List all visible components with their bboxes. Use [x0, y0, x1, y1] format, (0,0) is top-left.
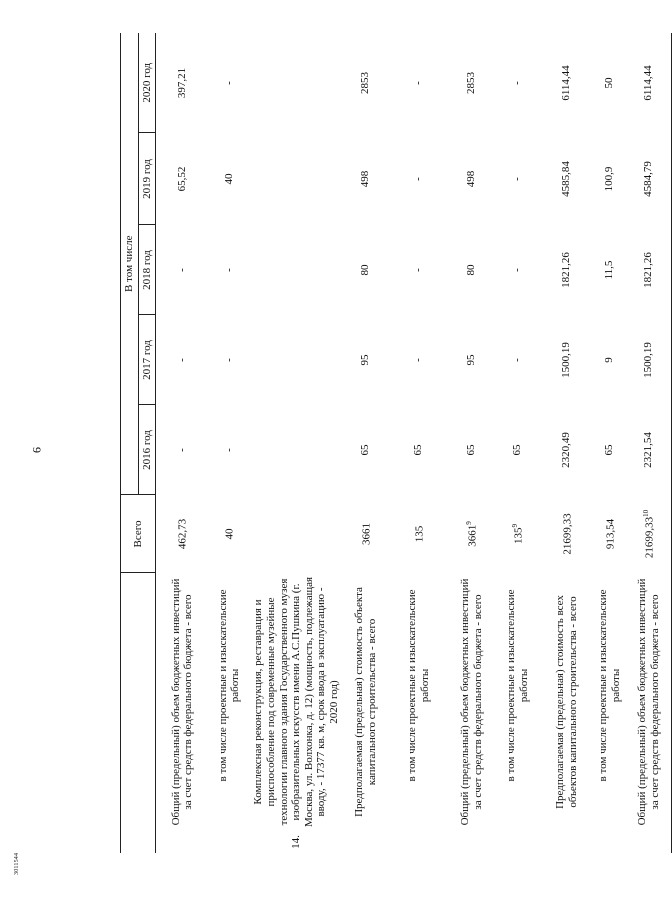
- row-total: [495, 495, 541, 573]
- row-total-value: 21699,33: [643, 516, 656, 559]
- row-name: Общий (предельный) объем бюджетных инвестиций за счет средств федерального бюджета - всего: [169, 578, 195, 826]
- row-total: [208, 495, 250, 573]
- cell-2020: [250, 33, 342, 133]
- row-total-value: 135: [512, 527, 525, 544]
- row-name: Общий (предельный) объем бюджетных инвестиций за счет средств федерального бюджета - всего: [627, 573, 672, 831]
- cell-2016: 65: [465, 444, 478, 456]
- row-name: Предполагаемая (предельная) стоимость всех объектов капитального строительства - всего: [554, 595, 579, 809]
- row-total-value: 913,54: [604, 518, 617, 550]
- cell-2020: 397,21: [175, 67, 188, 99]
- header-including: В том числе: [121, 33, 139, 495]
- row-total: [541, 495, 593, 573]
- cell-2018: 1821,26: [627, 225, 672, 315]
- footnote-mark: 10: [641, 509, 650, 517]
- header-year-2019: 2019 год: [138, 133, 156, 225]
- cell-2020: 2853: [359, 71, 372, 94]
- header-row-1: [121, 33, 139, 853]
- row-total: [449, 495, 495, 573]
- cell-2018: 80: [359, 264, 372, 276]
- cell-2016: 2321,54: [627, 405, 672, 495]
- table-row: [495, 33, 541, 853]
- cell-2018: 1821,26: [560, 252, 573, 288]
- cell-2017: -: [412, 358, 425, 362]
- row-name: в том числе проектные и изыскательские работы: [216, 589, 242, 782]
- row-name: Общий (предельный) объем бюджетных инвестиций за счет средств федерального бюджета - всего: [459, 578, 484, 826]
- cell-2016: [250, 405, 342, 495]
- cell-2016: -: [175, 448, 188, 452]
- cell-2017: -: [222, 358, 235, 362]
- row-total-value: 462,73: [176, 518, 189, 550]
- header-total: Всего: [121, 495, 156, 573]
- footnote-mark: 9: [464, 521, 473, 525]
- header-name-cell: [121, 573, 156, 831]
- row-total: [343, 495, 389, 573]
- cell-2019: 4585,84: [560, 161, 573, 197]
- header-year-2016: 2016 год: [138, 405, 156, 495]
- row-number: [156, 831, 209, 853]
- cell-2016: 65: [359, 444, 372, 456]
- row-name: в том числе проектные и изыскательские работы: [505, 589, 530, 782]
- cell-2020: -: [511, 81, 524, 85]
- row-total-value: 21699,33: [561, 513, 574, 555]
- row-total-value: 135: [413, 525, 426, 543]
- table-row: [208, 33, 250, 853]
- cell-2017: [250, 315, 342, 405]
- header-year-2017: 2017 год: [138, 315, 156, 405]
- table-row: [593, 33, 627, 853]
- cell-2016: 65: [603, 444, 616, 456]
- row-number: [593, 831, 627, 853]
- investment-table: [120, 33, 672, 853]
- header-year-2020: 2020 год: [138, 33, 156, 133]
- cell-2019: 40: [222, 173, 235, 185]
- row-total: [627, 495, 672, 573]
- row-name: в том числе проектные и изыскательские работы: [597, 589, 622, 782]
- cell-2019: 498: [465, 170, 478, 188]
- cell-2017: -: [511, 358, 524, 362]
- document-code: 3011544: [14, 852, 20, 875]
- cell-2018: [250, 225, 342, 315]
- row-number: [208, 831, 250, 853]
- cell-2019: 4584,79: [627, 133, 672, 225]
- row-number: [389, 831, 449, 853]
- rotated-table-wrapper: [120, 33, 661, 853]
- cell-2019: -: [511, 177, 524, 181]
- row-number: 14.: [290, 835, 303, 849]
- cell-2020: 6114,44: [627, 33, 672, 133]
- row-total: [156, 495, 209, 573]
- cell-2018: -: [412, 268, 425, 272]
- cell-2017: 1500,19: [560, 342, 573, 378]
- cell-2019: 65,52: [175, 166, 188, 192]
- footnote-mark: 9: [510, 524, 519, 528]
- cell-2018: 11,5: [603, 260, 616, 280]
- row-number: [495, 831, 541, 853]
- row-number: [449, 831, 495, 853]
- row-number: [627, 831, 672, 853]
- table-row: [449, 33, 495, 853]
- cell-2017: 95: [465, 354, 478, 366]
- cell-2020: 2853: [465, 71, 478, 94]
- row-total-value: 3661: [360, 523, 373, 545]
- cell-2018: -: [511, 268, 524, 272]
- table-row: [343, 33, 389, 853]
- cell-2020: -: [222, 81, 235, 85]
- cell-2020: 6114,44: [560, 65, 573, 101]
- cell-2016: 65: [511, 444, 524, 456]
- header-year-2018: 2018 год: [138, 225, 156, 315]
- table-row: [389, 33, 449, 853]
- cell-2018: -: [222, 268, 235, 272]
- cell-2018: 80: [465, 264, 478, 276]
- row-name: Комплексная реконструкция, реставрация и приспособление под современные музейные технологии главного здания Государственного музея изобразительных искусств имени А.С.Пушкина (г. Москва, ул. Волхонка, д. 12) (мощность, подлежащая вводу, - 17377 кв. м, срок ввода в эксплуатацию - 2020 год): [252, 576, 341, 828]
- cell-2017: 9: [603, 357, 616, 363]
- page-number: 9: [30, 447, 44, 453]
- cell-2017: -: [175, 358, 188, 362]
- cell-2019: 498: [359, 170, 372, 188]
- cell-2018: -: [175, 268, 188, 272]
- cell-2019: -: [412, 177, 425, 181]
- table-row: [156, 33, 209, 853]
- row-name: в том числе проектные и изыскательские работы: [406, 589, 431, 782]
- row-number: [541, 831, 593, 853]
- table-row: [541, 33, 593, 853]
- row-total-value: 40: [223, 528, 236, 540]
- row-total: [250, 495, 342, 573]
- cell-2016: -: [222, 448, 235, 452]
- cell-2020: 50: [603, 77, 616, 89]
- cell-2017: 95: [359, 354, 372, 366]
- row-number: [343, 831, 389, 853]
- cell-2020: -: [412, 81, 425, 85]
- table-row: [627, 33, 672, 853]
- cell-2019: 100,9: [603, 166, 616, 192]
- cell-2016: 65: [412, 444, 425, 456]
- row-total: [389, 495, 449, 573]
- cell-2017: 1500,19: [627, 315, 672, 405]
- row-total: [593, 495, 627, 573]
- row-name: Предполагаемая (предельная) стоимость объекта капитального строительства - всего: [353, 587, 378, 817]
- header-num-cell: [121, 831, 156, 853]
- cell-2016: 2320,49: [560, 432, 573, 468]
- row-total-value: 3661: [466, 524, 479, 547]
- cell-2019: [250, 133, 342, 225]
- table-row-object-title: [250, 33, 342, 853]
